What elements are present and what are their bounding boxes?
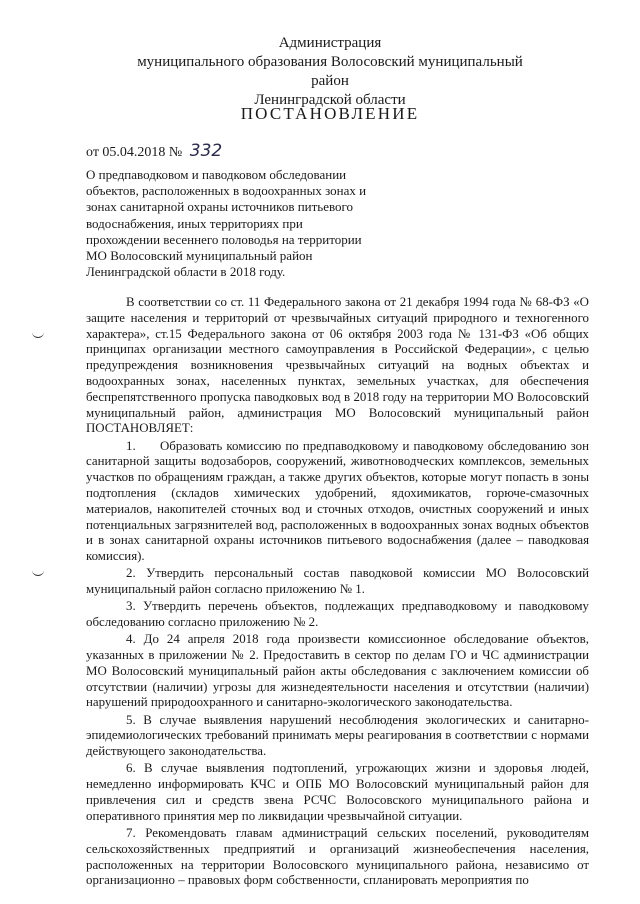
date-number-line — [86, 141, 222, 161]
document-body — [86, 295, 589, 889]
handwritten-document-number: 332 — [189, 141, 223, 161]
document-title: ПОСТАНОВЛЕНИЕ — [240, 104, 420, 123]
subject-line-6: МО Волосовский муниципальный район — [86, 248, 313, 264]
clause-7: 7. Рекомендовать главам администраций сельских поселений, руководителям сельскохозяйственных предприятий и организаций жизнеобеспечения населения, расположенных на территории Волосовского муниципального района, независимо от организационно – правовых форм собственности, спланировать мероприятия по — [86, 826, 589, 888]
clause-4: 4. До 24 апреля 2018 года произвести комиссионное обследование объектов, указанных в приложении № 2. Предоставить в сектор по делам ГО и ЧС администрации МО Волосовский муниципальный район акты обследования с заключением комиссии об отсутствии (наличии) угрозы для жизнедеятельности населения и отсутствии (наличии) нарушений природоохранного и санитарно-экологического законодательства. — [86, 632, 589, 710]
subject-line-5: прохождении весеннего половодья на территории — [86, 231, 362, 247]
binding-hole-mark-bottom — [32, 569, 44, 576]
subject-line-2: объектов, расположенных в водоохранных зонах и — [86, 183, 367, 199]
issuer-line-2: муниципального образования Волосовский муниципальный район — [137, 54, 523, 89]
subject-line-3: зонах санитарной охраны источников питьевого — [86, 199, 354, 215]
issuer-line-1: Администрация — [278, 35, 382, 51]
date-prefix: от 05.04.2018 № — [86, 145, 183, 160]
subject-line-1: О предпаводковом и паводковом обследовании — [86, 167, 347, 182]
issuer-line-3: Ленинградской области — [254, 92, 406, 108]
preamble-paragraph: В соответствии со ст. 11 Федерального закона от 21 декабря 1994 года № 68-ФЗ «О защите населения и территорий от чрезвычайных ситуаций природного и техногенного характера», ст.15 Федерального закона от 06 октября 2003 года № 131-ФЗ «Об общих принципах организации местного самоуправления в Российской Федерации», с целью предупреждения возникновения чрезвычайных ситуаций на водных объектах и водоохранных зонах, населенных пунктах, земельных участках, для обеспечения беспрепятственного пропуска паводковых вод в 2018 году на территории МО Волосовский муниципальный район, администрация МО Волосовский муниципальный район ПОСТАНОВЛЯЕТ: — [86, 295, 589, 436]
subject-line-4: водоснабжения, иных территориях при — [86, 215, 303, 231]
clause-1-text: Образовать комиссию по предпаводковому и паводковому обследованию зон санитарной защиты водозаборов, сооружений, животноводческих комплексов, земельных участков по обращениям граждан, а также других объектов, которые могут попасть в зоны подтопления (складов химических удобрений, ядохимикатов, горюче-смазочных материалов, накопителей сточных вод и сточных отходов, очистных сооружений и иных потенциальных загрязнителей вод, расположенных в водоохранных зонах водных объектов и в зонах санитарной охраны источников питьевого водоснабжения (далее – паводковая комиссия). — [86, 438, 589, 564]
issuer-header — [120, 34, 540, 110]
clause-1 — [86, 439, 589, 565]
clause-6: 6. В случае выявления подтоплений, угрожающих жизни и здоровья людей, немедленно информировать КЧС и ОПБ МО Волосовский муниципальный район для привлечения сил и средств звена РСЧС Волосовского муниципального района и оперативного принятия мер по ликвидации чрезвычайной ситуации. — [86, 761, 589, 823]
clause-5: 5. В случае выявления нарушений несоблюдения экологических и санитарно-эпидемиологических требований принимать меры реагирования в соответствии с нормами действующего законодательства. — [86, 712, 589, 759]
clause-1-number: 1. — [126, 438, 136, 453]
subject-line-7: Ленинградской области в 2018 году. — [86, 264, 286, 280]
subject-block — [86, 167, 368, 280]
clause-3: 3. Утвердить перечень объектов, подлежащих предпаводковому и паводковому обследованию согласно приложению № 2. — [86, 599, 589, 630]
binding-hole-mark-top — [32, 331, 44, 338]
clause-2: 2. Утвердить персональный состав паводковой комиссии МО Волосовский муниципальный район согласно приложению № 1. — [86, 566, 589, 597]
